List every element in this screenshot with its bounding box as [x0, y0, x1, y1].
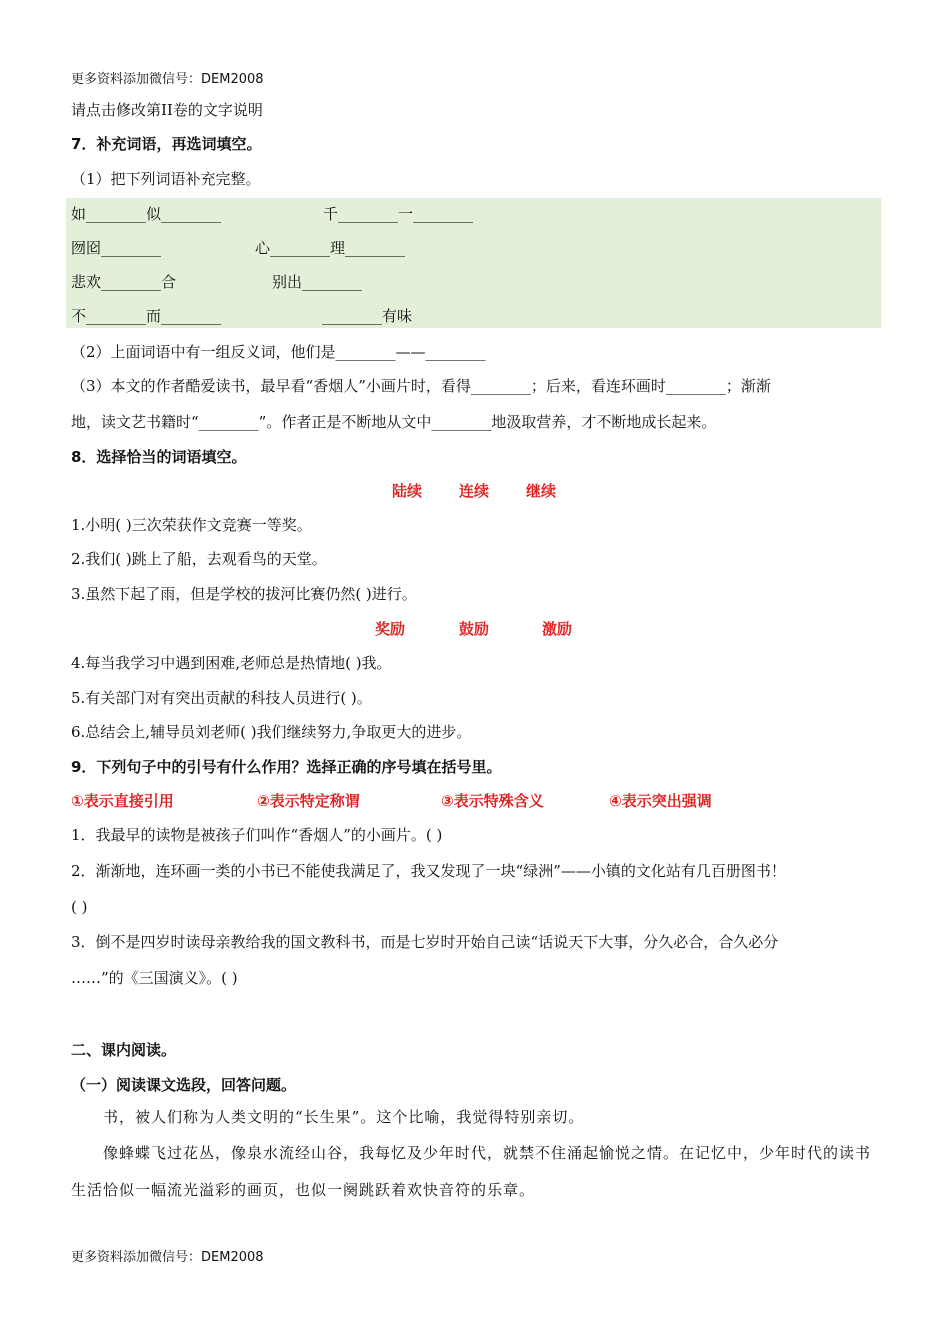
q8-item: 1.小明( )三次荣获作文竞赛一等奖。: [71, 516, 312, 534]
grid-cell: 如________似________: [71, 205, 222, 223]
q9-item: ( ): [71, 898, 88, 916]
header-note: 更多资料添加微信号：DEM2008: [71, 72, 264, 87]
reading-paragraph: 像蜂蝶飞过花丛，像泉水流经山谷，我每忆及少年时代，就禁不住涌起愉悦之情。在记忆中，少年时代的读书生活恰似一幅流光溢彩的画页，也似一阕跳跃着欢快音符的乐章。: [71, 1144, 872, 1199]
q8-item: 5.有关部门对有突出贡献的科技人员进行( )。: [71, 689, 372, 707]
grid-cell: 千________一________: [323, 205, 474, 223]
q8-title: 8．选择恰当的词语填空。: [71, 448, 247, 466]
q8-item: 4.每当我学习中遇到困难,老师总是热情地( )我。: [71, 654, 392, 672]
q9-option: ①表示直接引用: [71, 792, 174, 810]
q8-item: 2.我们( )跳上了船，去观看鸟的天堂。: [71, 550, 327, 568]
word-option: 继续: [526, 482, 557, 500]
section-note: 请点击修改第II卷的文字说明: [71, 101, 263, 119]
q9-option: ②表示特定称谓: [257, 792, 360, 810]
q9-item: 3．倒不是四岁时读母亲教给我的国文教科书，而是七岁时开始自己读“话说天下大事，分久必合，合久必分: [71, 933, 779, 951]
word-option: 激励: [542, 620, 573, 638]
q9-item: ……”的《三国演义》。( ): [71, 969, 238, 987]
reading-paragraph: 书，被人们称为人类文明的“长生果”。这个比喻，我觉得特别亲切。: [103, 1108, 585, 1126]
q8-item: 6.总结会上,辅导员刘老师( )我们继续努力,争取更大的进步。: [71, 723, 472, 741]
footer-note: 更多资料添加微信号：DEM2008: [71, 1250, 264, 1265]
grid-cell: 悲欢________合: [71, 273, 177, 291]
q7-sub1: （1）把下列词语补充完整。: [71, 170, 261, 188]
q9-option: ③表示特殊含义: [441, 792, 544, 810]
grid-cell: 不________而________: [71, 307, 222, 325]
part2-subtitle: （一）阅读课文选段，回答问题。: [71, 1076, 297, 1094]
grid-cell: 囫囵________: [71, 239, 162, 257]
q8-item: 3.虽然下起了雨，但是学校的拔河比赛仍然( )进行。: [71, 585, 417, 603]
part2-title: 二、课内阅读。: [71, 1041, 177, 1059]
q9-title: 9．下列句子中的引号有什么作用？选择正确的序号填在括号里。: [71, 758, 502, 776]
grid-cell: ________有味: [322, 307, 413, 325]
q9-item: 1．我最早的读物是被孩子们叫作“香烟人”的小画片。( ): [71, 826, 443, 844]
q9-item: 2．渐渐地，连环画一类的小书已不能使我满足了，我又发现了一块“绿洲”——小镇的文化站有几百册图书！: [71, 862, 786, 880]
q7-sub3-line2: 地，读文艺书籍时“________”。作者正是不断地从文中________地汲取营养，才不断地成长起来。: [71, 413, 717, 431]
q7-sub3-line1: （3）本文的作者酷爱读书，最早看“香烟人”小画片时，看得________；后来，看连环画时________；渐渐: [71, 377, 771, 395]
q9-option: ④表示突出强调: [609, 792, 712, 810]
word-option: 鼓励: [459, 620, 490, 638]
q7-sub2: （2）上面词语中有一组反义词，他们是________——________: [71, 343, 486, 361]
q7-title: 7．补充词语，再选词填空。: [71, 135, 262, 153]
word-option: 陆续: [392, 482, 423, 500]
grid-cell: 别出________: [272, 273, 363, 291]
word-option: 奖励: [375, 620, 406, 638]
grid-cell: 心________理________: [255, 239, 406, 257]
word-option: 连续: [459, 482, 490, 500]
